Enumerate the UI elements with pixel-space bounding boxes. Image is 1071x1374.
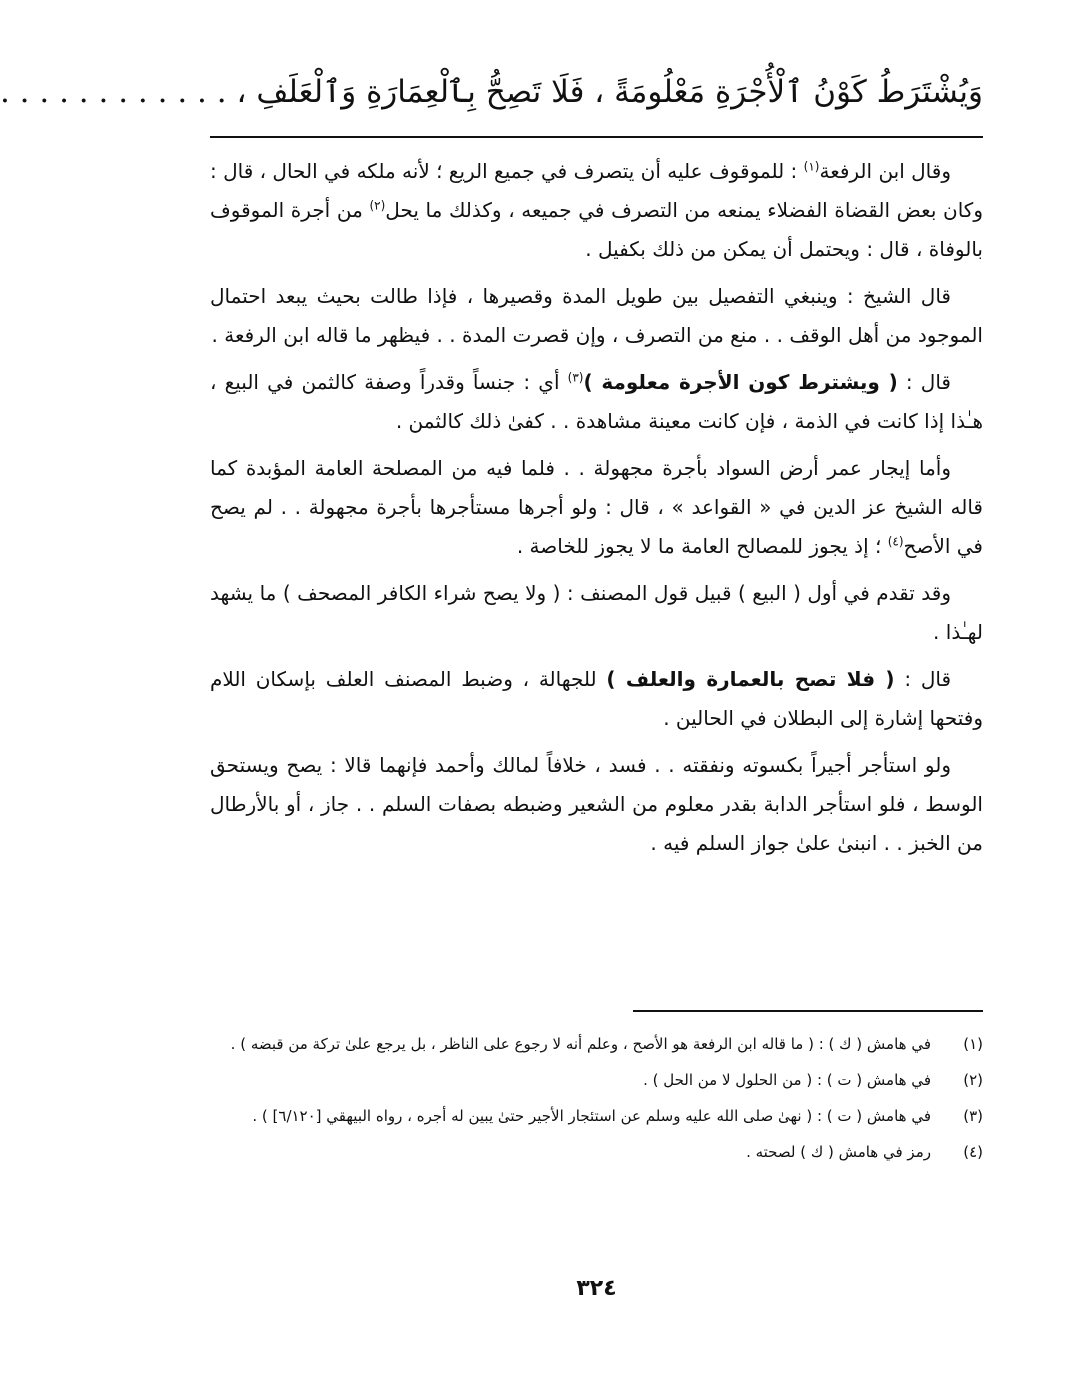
paragraph-text: أي : جنساً وقدراً وصفة كالثمن في البيع ، هـٰذا إذا كانت في الذمة ، فإن كانت معينة مشاهدة . . كفىٰ ذلك كالثمن . [210,370,983,433]
footnote-rule [633,1010,983,1012]
matn-quote: ( ويشترط كون الأجرة معلومة ) [583,370,898,394]
footnote-item [210,1138,983,1166]
footnote-number: (٣) [963,1107,983,1125]
header-rule [210,136,983,138]
footnote-ref-3: (٣) [567,370,584,385]
footnote-number: (١) [963,1035,983,1053]
footnote-item [210,1102,983,1130]
footnote-ref-4: (٤) [887,534,904,549]
running-head: وَيُشْتَرَطُ كَوْنُ ٱلْأُجْرَةِ مَعْلُومَةً ، فَلَا تَصِحُّ بِٱلْعِمَارَةِ وَٱلْعَلَفِ ، . . . . . . . . . . . . [0,74,983,110]
paragraph-text: ؛ إذ يجوز للمصالح العامة ما لا يجوز للخاصة . [516,534,888,558]
page-number: ٣٢٤ [576,1276,617,1301]
footnotes [210,1030,983,1174]
paragraph-text: وقال ابن الرفعة [819,159,951,183]
footnote-ref-2: (٢) [369,198,386,213]
paragraph-3 [210,363,983,441]
footnote-ref-1: (١) [803,159,820,174]
matn-quote: ( فلا تصح بالعمارة والعلف ) [606,667,895,691]
footnote-number: (٤) [963,1143,983,1161]
paragraph-text: قال : [897,370,951,394]
footnote-text: في هامش ( ت ) : ( نهىٰ صلى الله عليه وسلم عن استئجار الأجير حتىٰ يبين له أجره ، رواه البيهقي [٦/١٢٠] ) . [252,1107,931,1125]
paragraph-text: قال : [894,667,952,691]
footnote-text: في هامش ( ت ) : ( من الحلول لا من الحل ) . [643,1071,931,1089]
paragraph-5: وقد تقدم في أول ( البيع ) قبيل قول المصنف : ( ولا يصح شراء الكافر المصحف ) ما يشهد لهـٰذا . [210,581,983,644]
footnote-text: رمز في هامش ( ك ) لصحته . [746,1143,931,1161]
footnote-text: في هامش ( ك ) : ( ما قاله ابن الرفعة هو الأصح ، وعلم أنه لا رجوع على الناظر ، بل يرجع علىٰ تركة من قبضه ) . [230,1035,931,1053]
paragraph-2: قال الشيخ : وينبغي التفصيل بين طويل المدة وقصيرها ، فإذا طالت بحيث يبعد احتمال الموجود من أهل الوقف . . منع من التصرف ، وإن قصرت المدة . . فيظهر ما قاله ابن الرفعة . [210,284,983,347]
main-text [210,152,983,871]
paragraph-text: من أجرة الموقوف بالوفاة ، قال : ويحتمل أن يمكن من ذلك بكفيل . [210,198,983,261]
paragraph-4 [210,449,983,566]
paragraph-text: للجهالة ، وضبط المصنف العلف بإسكان اللام وفتحها إشارة إلى البطلان في الحالين . [210,667,983,730]
footnote-number: (٢) [963,1071,983,1089]
paragraph-6 [210,660,983,738]
paragraph-1 [210,152,983,269]
paragraph-7: ولو استأجر أجيراً بكسوته ونفقته . . فسد ، خلافاً لمالك وأحمد فإنهما قالا : يصح ويستحق الوسط ، فلو استأجر الدابة بقدر معلوم من الشعير وضبطه بصفات السلم . . جاز ، أو بالأرطال من الخبز . . انبنىٰ علىٰ جواز السلم فيه . [210,753,983,855]
paragraph-text: وأما إيجار عمر أرض السواد بأجرة مجهولة . . فلما فيه من المصلحة العامة المؤبدة كما قاله الشيخ عز الدين في « القواعد » ، قال : ولو أجرها مستأجرها بأجرة مجهولة . . لم يصح في الأصح [210,456,983,558]
footnote-item [210,1066,983,1094]
paragraph-text: : للموقوف عليه أن يتصرف في جميع الريع ؛ لأنه ملكه في الحال ، قال : وكان بعض القضاة الفضلاء يمنعه من التصرف في جميعه ، وكذلك ما يحل [209,159,983,222]
footnote-item [210,1030,983,1058]
